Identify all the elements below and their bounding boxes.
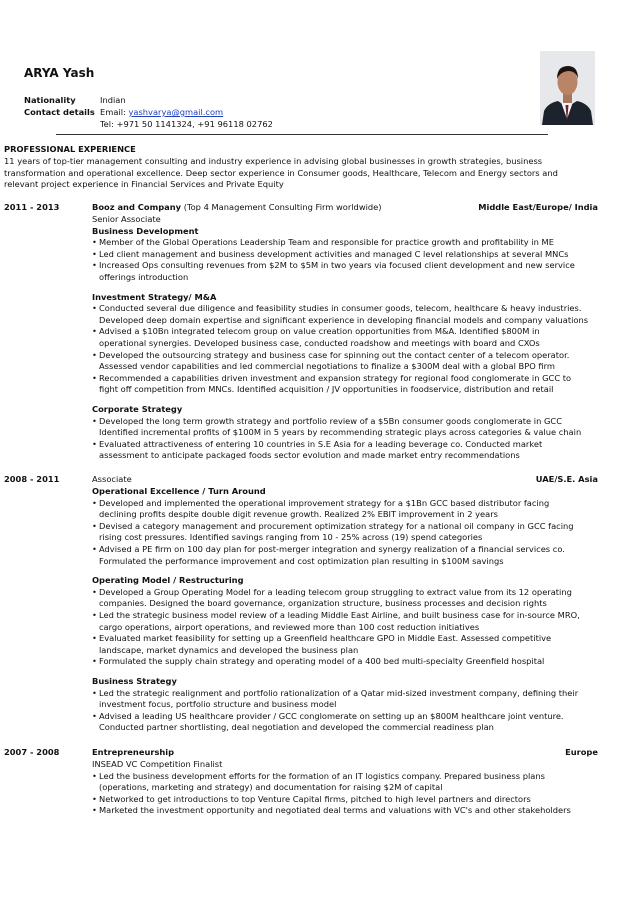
bullet-line: Developed deep domain expertise and significant experience in developing financial models and company valuations <box>99 314 589 325</box>
subsection-title: Corporate Strategy <box>92 403 183 414</box>
bullet-line: • Formulated the supply chain strategy and operating model of a 400 bed multi-specialty Greenfield hospital <box>99 656 545 667</box>
bullet-item <box>92 237 608 249</box>
bullet-line: • Led the strategic realignment and portfolio rationalization of a Qatar mid-sized investment company, defining their <box>99 687 579 698</box>
bullet-line: offerings introduction <box>99 271 189 282</box>
bullet-line: Conducted partner shortlisting, deal negotiation and developed the commercial readiness plan <box>99 722 494 733</box>
company-name: Entrepreneurship <box>92 747 175 757</box>
bullet-item <box>92 656 608 668</box>
bullet-item <box>92 587 608 610</box>
job-heading <box>92 474 608 486</box>
bullet-item <box>92 373 608 396</box>
summary-line: transformation and operational excellence. Deep sector experience in Consumer goods, Healthcare, Telecom and Energy sectors and <box>4 167 558 178</box>
bullet-line: • Led client management and business development activities and managed C level relationships at several MNCs <box>99 248 569 259</box>
bullet-item <box>92 711 608 734</box>
bullet-line: assessment to anticipate packaged foods sector evolution and made market entry recommendations <box>99 450 520 461</box>
company-description: (Top 4 Management Consulting Firm worldwide) <box>183 202 382 212</box>
section-title: PROFESSIONAL EXPERIENCE <box>4 144 136 154</box>
bullet-line: fight off competition from MNCs. Identified acquisition / JV opportunities in foodservice, distribution and retail <box>99 384 554 395</box>
bullet-line: operational synergies. Developed business case, conducted roadshow and meetings with board and CXOs <box>99 337 540 348</box>
phone-numbers: Tel: +971 50 1141324, +91 96118 02762 <box>100 119 273 129</box>
job-heading <box>92 747 608 759</box>
bullet-list <box>92 771 608 817</box>
bullet-item <box>92 794 608 806</box>
bullet-item <box>92 439 608 462</box>
subsection-title: Investment Strategy/ M&A <box>92 291 217 302</box>
candidate-name: ARYA Yash <box>24 66 95 80</box>
bullet-item <box>92 610 608 633</box>
section-spacer <box>92 668 608 676</box>
subsection-title: Business Strategy <box>92 675 177 686</box>
bullet-line: • Marketed the investment opportunity and negotiated deal terms and valuations with VC's and other stakeholders <box>99 805 571 816</box>
bullet-line: companies. Designed the board governance, organization structure, business processes and decision rights <box>99 598 547 609</box>
bullet-item <box>92 303 608 326</box>
summary-text <box>4 156 602 191</box>
bullet-line: • Increased Ops consulting revenues from $2M to $5M in two years via focused client development and new service <box>99 260 575 271</box>
job-details <box>92 202 608 462</box>
bullet-line: • Developed the outsourcing strategy and business case for spinning out the contact center of a telecom operator. <box>99 349 570 360</box>
job-dates: 2011 - 2013 <box>4 202 60 212</box>
bullet-list <box>92 587 608 668</box>
bullet-line: landscape, market dynamics and developed the business plan <box>99 644 359 655</box>
job-dates: 2007 - 2008 <box>4 747 60 757</box>
bullet-line: • Led the business development efforts for the formation of an IT logistics company. Prepared business plans <box>99 770 545 781</box>
subsection-title: Operational Excellence / Turn Around <box>92 486 266 496</box>
job-dates: 2008 - 2011 <box>4 474 60 484</box>
section-spacer <box>92 567 608 575</box>
bullet-item <box>92 633 608 656</box>
email-label: Email: <box>100 107 126 117</box>
summary-line: relevant project experience in Financial Services and Private Equity <box>4 179 284 190</box>
bullet-item <box>92 350 608 373</box>
bullet-line: • Devised a category management and procurement optimization strategy for a national oil company in GCC facing <box>99 520 574 531</box>
job-location: Middle East/Europe/ India <box>478 202 598 212</box>
contact-details-label: Contact details <box>24 107 95 117</box>
bullet-item <box>92 805 608 817</box>
section-spacer <box>92 284 608 292</box>
bullet-line: Formulated the performance improvement and cost optimization plan resulting in $100M savings <box>99 555 504 566</box>
job-role: INSEAD VC Competition Finalist <box>92 759 223 769</box>
bullet-line: (operations, marketing and strategy) and documentation for raising $2M of capital <box>99 782 443 793</box>
job-location: Europe <box>565 747 598 757</box>
bullet-list <box>92 237 608 283</box>
company-description: Associate <box>92 474 132 484</box>
bullet-item <box>92 544 608 567</box>
bullet-line: • Networked to get introductions to top Venture Capital firms, pitched to high level partners and directors <box>99 793 531 804</box>
bullet-list <box>92 416 608 462</box>
bullet-list <box>92 688 608 734</box>
section-spacer <box>92 396 608 404</box>
bullet-item <box>92 688 608 711</box>
bullet-item <box>92 326 608 349</box>
bullet-line: rising cost pressures. Identified savings ranging from 10 - 25% across (19) spend categories <box>99 532 483 543</box>
job-details <box>92 747 608 817</box>
bullet-line: • Member of the Global Operations Leadership Team and responsible for practice growth and profitability in ME <box>99 237 554 248</box>
bullet-line: • Led the strategic business model review of a leading Middle East Airline, and built business case for in-source MRO, <box>99 609 580 620</box>
bullet-line: • Advised a PE firm on 100 day plan for post-merger integration and synergy realization of a financial services co. <box>99 543 565 554</box>
profile-photo <box>540 51 595 125</box>
company-name: Booz and Company <box>92 202 182 212</box>
bullet-line: Identified incremental profits of $100M in 5 years by recommending strategic plays across categories & value chain <box>99 427 582 438</box>
bullet-line: • Evaluated market feasibility for setting up a Greenfield healthcare GPO in Middle East. Assessed competitive <box>99 633 552 644</box>
subsection-title: Business Development <box>92 225 199 236</box>
nationality-label: Nationality <box>24 95 76 105</box>
bullet-item <box>92 260 608 283</box>
job-location: UAE/S.E. Asia <box>535 474 598 484</box>
job-heading <box>92 202 608 214</box>
job-details <box>92 474 608 734</box>
bullet-list <box>92 498 608 568</box>
bullet-item <box>92 498 608 521</box>
bullet-line: investment focus, portfolio structure and business model <box>99 699 337 710</box>
bullet-item <box>92 521 608 544</box>
bullet-line: declining profits despite double digit revenue growth. Realized 2% EBIT improvement in 2 years <box>99 509 498 520</box>
subsection-title: Operating Model / Restructuring <box>92 575 244 586</box>
bullet-line: • Developed and implemented the operational improvement strategy for a $1Bn GCC based distributor facing <box>99 497 550 508</box>
bullet-line: Assessed vendor capabilities and led commercial negotiations to finalize a $300M deal with a global BPO firm <box>99 361 555 372</box>
bullet-line: • Conducted several due diligence and feasibility studies in consumer goods, telecom, healthcare & heavy industries. <box>99 303 582 314</box>
bullet-line: • Developed the long term growth strategy and portfolio review of a $5Bn consumer goods conglomerate in GCC <box>99 415 563 426</box>
header-divider <box>56 134 548 135</box>
bullet-line: • Evaluated attractiveness of entering 10 countries in S.E Asia for a leading beverage co. Conducted market <box>99 438 543 449</box>
bullet-item <box>92 249 608 261</box>
bullet-line: • Advised a $10Bn integrated telecom group on value creation opportunities from M&A. Identified $800M in <box>99 326 540 337</box>
bullet-list <box>92 303 608 396</box>
bullet-item <box>92 416 608 439</box>
bullet-line: • Recommended a capabilities driven investment and expansion strategy for regional food conglomerate in GCC to <box>99 372 572 383</box>
bullet-line: • Developed a Group Operating Model for a leading telecom group struggling to extract value from its 12 operating <box>99 586 572 597</box>
email-link[interactable]: yashvarya@gmail.com <box>128 107 224 117</box>
summary-line: 11 years of top-tier management consulting and industry experience in advising global businesses in growth strategies, business <box>4 156 543 166</box>
nationality-value: Indian <box>100 95 126 105</box>
bullet-line: cargo operations, airport operations, and reviewed more than 100 cost reduction initiatives <box>99 621 480 632</box>
bullet-item <box>92 771 608 794</box>
job-role: Senior Associate <box>92 214 161 224</box>
bullet-line: • Advised a leading US healthcare provider / GCC conglomerate on setting up an $800M healthcare joint venture. <box>99 710 564 721</box>
